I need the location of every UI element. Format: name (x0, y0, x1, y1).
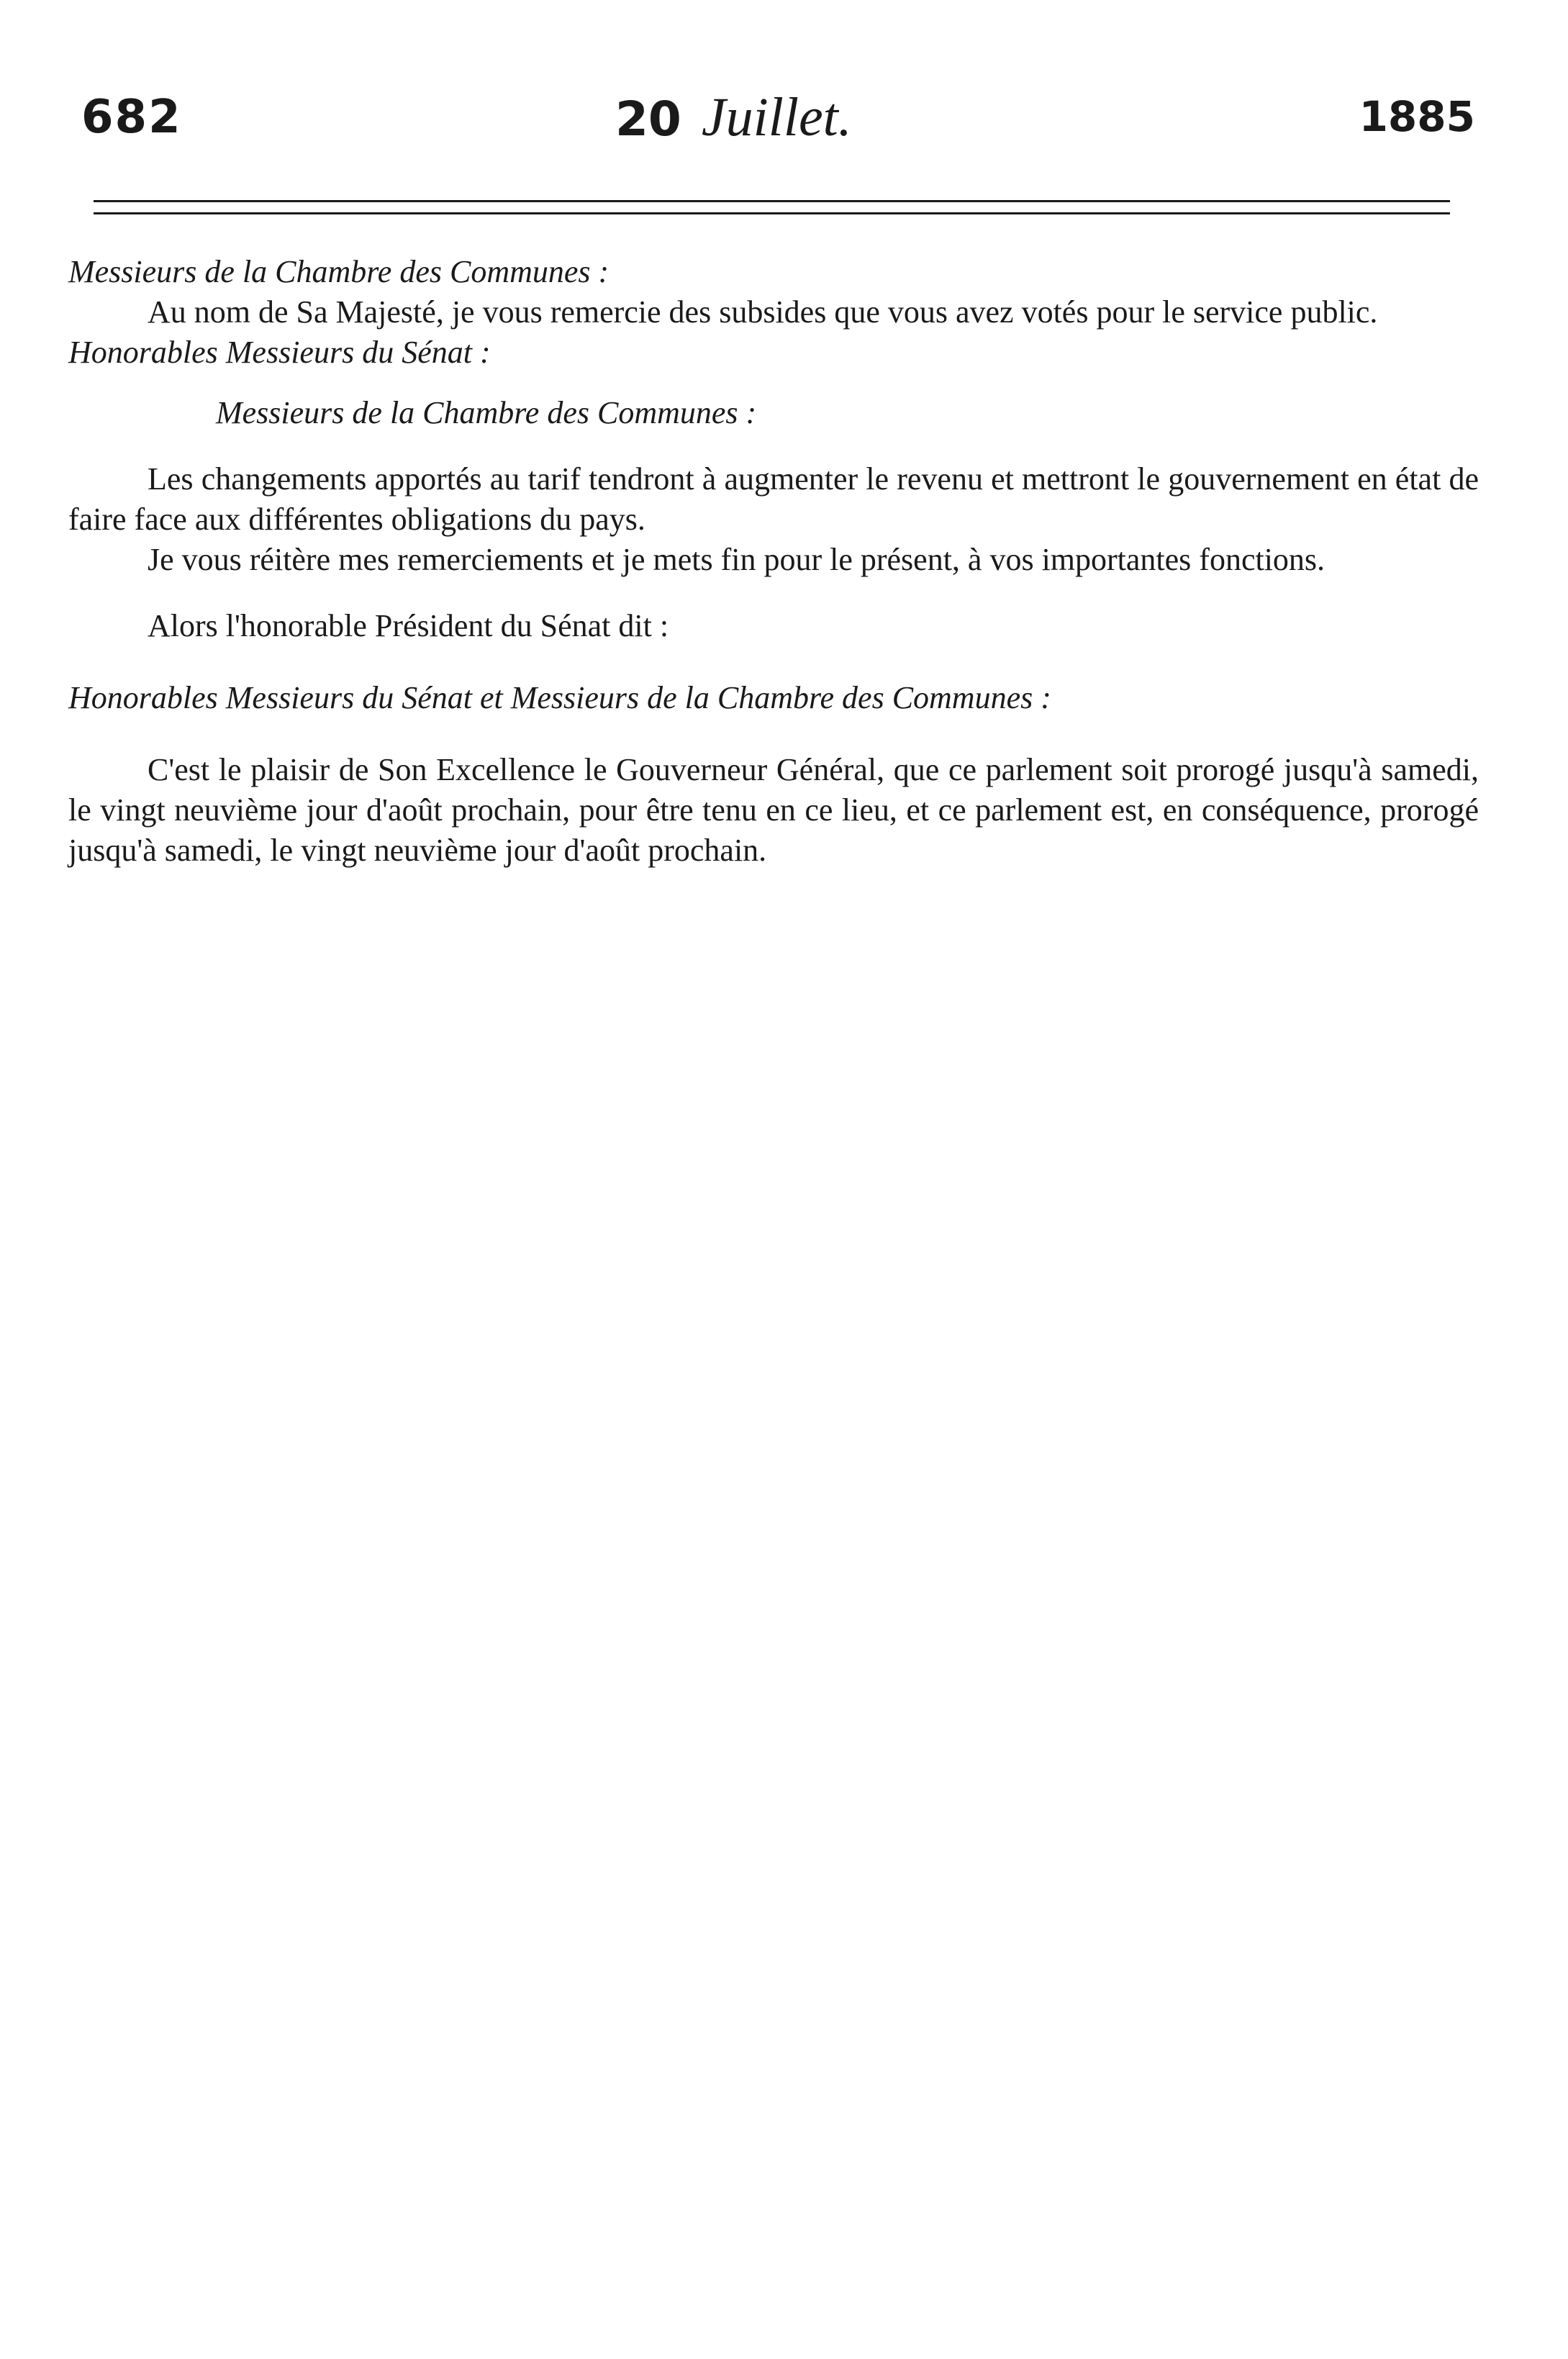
salutation-commons: Messieurs de la Chambre des Communes : (68, 254, 609, 289)
header-double-rule (94, 200, 1450, 214)
date-day: 20 (615, 91, 681, 147)
running-head-date (615, 86, 852, 149)
paragraph-prorogation: C'est le plaisir de Son Excellence le Gouverneur Général, que ce parlement soit prorogé jusqu'à samedi, le vingt neuvième jour d'août prochain, pour être tenu en ce lieu, et ce parlement est, en conséquence, prorogé jusqu'à samedi, le vingt neuvième jour d'août prochain. (68, 752, 1479, 868)
date-month: Juillet. (701, 87, 852, 148)
paragraph-president: Alors l'honorable Président du Sénat dit : (148, 608, 669, 643)
salutation-both-houses: Honorables Messieurs du Sénat et Messieurs de la Chambre des Communes : (68, 680, 1051, 715)
page-header (68, 86, 1475, 151)
salutation-commons-2: Messieurs de la Chambre des Communes : (216, 395, 757, 430)
year: 1885 (1359, 92, 1475, 141)
page-number: 682 (81, 91, 182, 144)
paragraph-closing: Je vous réitère mes remerciements et je mets fin pour le présent, à vos importantes fonctions. (148, 542, 1325, 577)
body-text (68, 252, 1479, 871)
paragraph-thanks: Au nom de Sa Majesté, je vous remercie des subsides que vous avez votés pour le service public. (148, 294, 1378, 330)
paragraph-tariff: Les changements apportés au tarif tendront à augmenter le revenu et mettront le gouvernement en état de faire face aux différentes obligations du pays. (68, 461, 1479, 537)
salutation-senate: Honorables Messieurs du Sénat : (68, 335, 491, 370)
